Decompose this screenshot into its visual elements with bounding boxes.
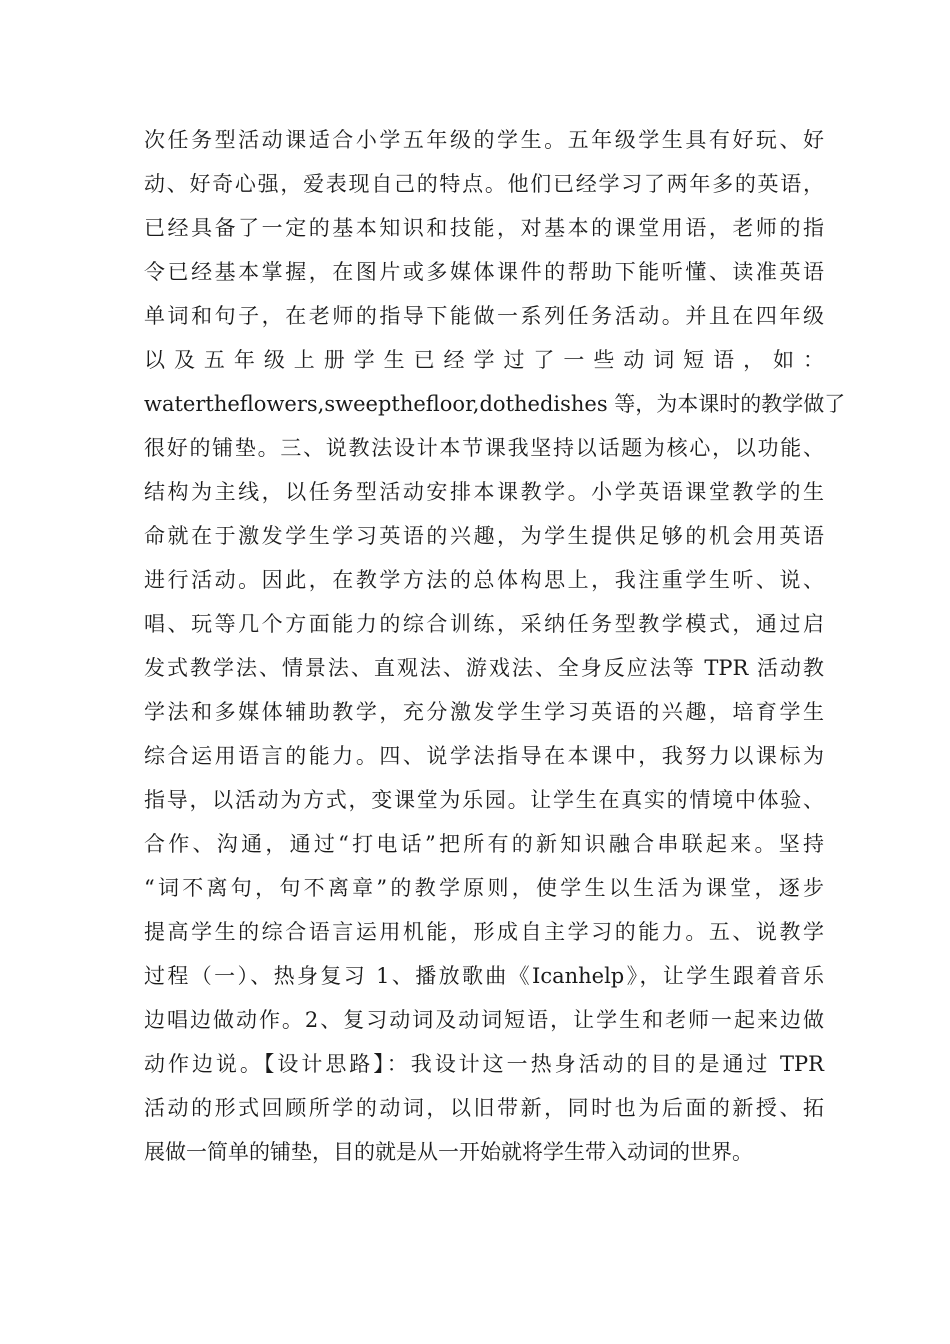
text-line: 很好的铺垫。三、说教法设计本节课我坚持以话题为核心，以功能、: [144, 436, 824, 460]
text-line: 唱、玩等几个方面能力的综合训练，采纳任务型教学模式，通过启: [144, 612, 824, 636]
text-line: 进行活动。因此，在教学方法的总体构思上，我注重学生听、说、: [144, 568, 824, 592]
text-line: watertheflowers,sweepthefloor,dothedishes 等，为本课时的教学做了: [144, 392, 846, 416]
text-line: 命就在于激发学生学习英语的兴趣，为学生提供足够的机会用英语: [144, 524, 824, 548]
text-line: 单词和句子，在老师的指导下能做一系列任务活动。并且在四年级: [144, 304, 824, 328]
text-line: 令已经基本掌握，在图片或多媒体课件的帮助下能听懂、读准英语: [144, 260, 824, 284]
text-line: 以 及 五 年 级 上 册 学 生 已 经 学 过 了 一 些 动 词 短 语 ， 如 ：: [144, 348, 824, 372]
text-line: 学法和多媒体辅助教学，充分激发学生学习英语的兴趣，培育学生: [144, 700, 824, 724]
text-line: 边唱边做动作。2、复习动词及动词短语，让学生和老师一起来边做: [144, 1008, 824, 1032]
text-line: 过程（一）、热身复习 1、播放歌曲《Icanhelp》，让学生跟着音乐: [144, 964, 824, 988]
text-line: 综合运用语言的能力。四、说学法指导在本课中，我努力以课标为: [144, 744, 824, 768]
text-line: 已经具备了一定的基本知识和技能，对基本的课堂用语，老师的指: [144, 216, 824, 240]
text-line: 结构为主线，以任务型活动安排本课教学。小学英语课堂教学的生: [144, 480, 824, 504]
text-line: 次任务型活动课适合小学五年级的学生。五年级学生具有好玩、好: [144, 128, 824, 152]
text-line: 发式教学法、情景法、直观法、游戏法、全身反应法等 TPR 活动教: [144, 656, 824, 680]
text-line: 动作边说。【设计思路】：我设计这一热身活动的目的是通过 TPR: [144, 1052, 824, 1076]
text-line: 合作、沟通，通过“打电话”把所有的新知识融合串联起来。坚持: [144, 832, 824, 856]
text-line: 动、好奇心强，爱表现自己的特点。他们已经学习了两年多的英语，: [144, 172, 824, 196]
body-text: [144, 118, 846, 1174]
text-line: 指导，以活动为方式，变课堂为乐园。让学生在真实的情境中体验、: [144, 788, 824, 812]
text-line: 提高学生的综合语言运用机能，形成自主学习的能力。五、说教学: [144, 920, 824, 944]
text-line: 活动的形式回顾所学的动词，以旧带新，同时也为后面的新授、拓: [144, 1096, 824, 1120]
text-line: 展做一简单的铺垫，目的就是从一开始就将学生带入动词的世界。: [144, 1140, 753, 1164]
text-line: “词不离句，句不离章”的教学原则，使学生以生活为课堂，逐步: [144, 876, 824, 900]
